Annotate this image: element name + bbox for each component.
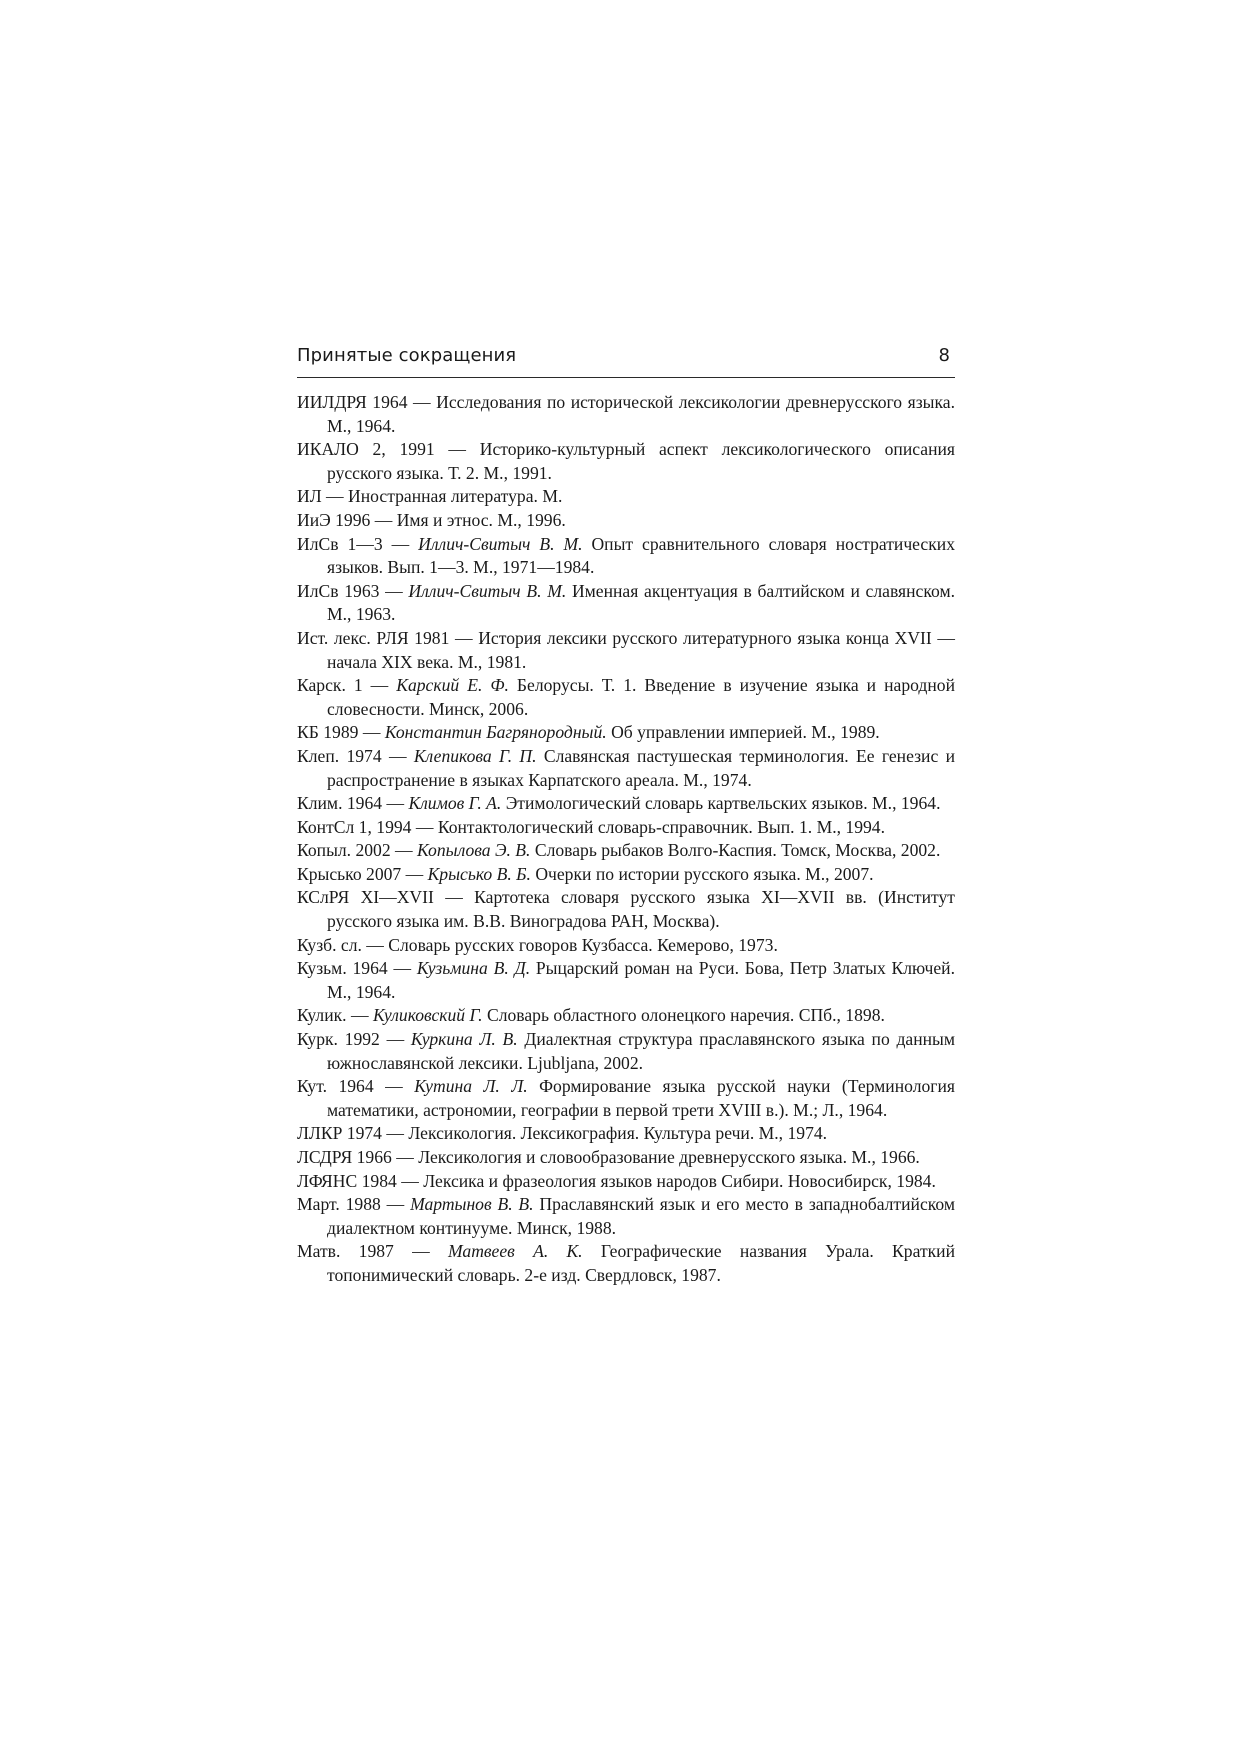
entry-abbr: ЛСДРЯ 1966 — [297, 1147, 419, 1167]
entry-matv-1987 [297, 1240, 955, 1287]
entry-author: Карский Е. Ф. [396, 675, 509, 696]
entry-abbr: Клеп. 1974 — [297, 745, 414, 766]
entry-text: Белорусы. Т. 1. Введение в изучение языка и народной словесности. Минск, 2006. [327, 675, 955, 719]
abbreviations-list [297, 391, 955, 1288]
entry-il [297, 485, 955, 509]
entry-text: Иностранная литература. М. [348, 486, 563, 507]
entry-kslrya [297, 886, 955, 933]
entry-klim-1964 [297, 792, 955, 816]
entry-text: Диалектная структура праславянского языка по данным южнославянской лексики. Ljubljana, 2002. [327, 1029, 955, 1073]
entry-text: Славянская пастушеская терминология. Ее генезис и распространение в языках Карпатского ареала. М., 1974. [327, 745, 955, 790]
entry-text: Словарь русских говоров Кузбасса. Кемерово, 1973. [388, 934, 778, 955]
entry-lfyans-1984 [297, 1170, 955, 1194]
entry-kut-1964 [297, 1075, 955, 1122]
entry-author: Константин Багрянородный. [384, 722, 607, 743]
entry-abbr: Ист. лекс. РЛЯ 1981 — [297, 627, 479, 648]
entry-author: Матвеев А. К. [448, 1241, 583, 1262]
entry-author: Куркина Л. В. [410, 1029, 518, 1050]
entry-ikalo-1991 [297, 438, 955, 485]
entry-abbr: Копыл. 2002 — [297, 840, 418, 861]
entry-text: Именная акцентуация в балтийском и славянском. М., 1963. [327, 580, 955, 625]
entry-abbr: Курк. 1992 — [297, 1029, 411, 1050]
entry-kuzb-sl [297, 934, 955, 958]
entry-text: История лексики русского литературного языка конца XVII — начала XIX века. М., 1981. [327, 627, 955, 672]
entry-abbr: Кут. 1964 — [297, 1076, 415, 1097]
entry-text: Лексикология. Лексикография. Культура речи. М., 1974. [408, 1123, 828, 1144]
entry-author: Климов Г. А. [408, 793, 502, 814]
entry-text: Имя и этнос. М., 1996. [396, 509, 566, 530]
entry-ist-leks-rlya-1981 [297, 627, 955, 674]
entry-iie-1996 [297, 509, 955, 533]
entry-ilsv-1963 [297, 580, 955, 627]
entry-author: Иллич-Свитыч В. М. [408, 580, 567, 601]
entry-abbr: Кузьм. 1964 — [297, 958, 417, 979]
entry-author: Клепикова Г. П. [413, 745, 537, 766]
entry-karsk-1 [297, 674, 955, 721]
entry-ilsv-1-3 [297, 533, 955, 580]
entry-author: Мартынов В. В. [410, 1194, 534, 1215]
entry-kurk-1992 [297, 1028, 955, 1075]
entry-text: Очерки по истории русского языка. М., 2007. [530, 863, 874, 884]
entry-kuzm-1964 [297, 957, 955, 1004]
entry-abbr: ЛФЯНС 1984 — [297, 1170, 424, 1191]
entry-author: Кутина Л. Л. [414, 1076, 528, 1097]
entry-text: Праславянский язык и его место в западнобалтийском диалектном континууме. Минск, 1988. [327, 1194, 956, 1238]
entry-kb-1989 [297, 721, 955, 745]
entry-author: Куликовский Г. [372, 1005, 483, 1026]
entry-abbr: Карск. 1 — [297, 675, 397, 696]
entry-author: Крысько В. Б. [427, 863, 531, 884]
entry-text: Рыцарский роман на Руси. Бова, Петр Златых Ключей. М., 1964. [327, 958, 955, 1002]
entry-text: Географические названия Урала. Краткий топонимический словарь. 2-е изд. Свердловск, 1987. [327, 1241, 956, 1285]
header-title: Принятые сокращения [297, 345, 517, 366]
entry-text: Контактологический словарь-справочник. Вып. 1. М., 1994. [437, 816, 885, 837]
entry-iildrya-1964 [297, 391, 955, 438]
running-header [297, 345, 955, 378]
entry-lsdrya-1966 [297, 1146, 955, 1170]
entry-abbr: ИлСв 1—3 — [297, 533, 419, 554]
entry-text: Лексикология и словообразование древнерусского языка. М., 1966. [418, 1147, 920, 1167]
entry-text: Об управлении империей. М., 1989. [606, 722, 880, 743]
entry-abbr: Кулик. — [297, 1005, 373, 1026]
entry-kontsl-1994 [297, 816, 955, 840]
entry-text: Формирование языка русской науки (Терминология математики, астрономии, географии в первой трети XVIII в.). М.; Л., 1964. [327, 1076, 955, 1120]
entry-text: Опыт сравнительного словаря ностратических языков. Вып. 1—3. М., 1971—1984. [327, 533, 955, 578]
entry-text: Картотека словаря русского языка XI—XVII вв. (Институт русского языка им. В.В. Виноградова РАН, Москва). [327, 887, 955, 932]
entry-klep-1974 [297, 745, 955, 792]
entry-abbr: КБ 1989 — [297, 722, 385, 743]
entry-krysko-2007 [297, 863, 955, 887]
entry-abbr: ЛЛКР 1974 — [297, 1123, 409, 1144]
entry-author: Копылова Э. В. [417, 840, 531, 861]
entry-abbr: Кузб. сл. — [297, 934, 389, 955]
entry-abbr: ИлСв 1963 — [297, 580, 409, 601]
entry-llkr-1974 [297, 1122, 955, 1146]
entry-author: Иллич-Свитыч В. М. [418, 533, 583, 554]
entry-kopyl-2002 [297, 839, 955, 863]
entry-text: Лексика и фразеология языков народов Сибири. Новосибирск, 1984. [423, 1170, 936, 1191]
entry-abbr: ИИЛДРЯ 1964 — [297, 392, 437, 412]
entry-abbr: Клим. 1964 — [297, 793, 409, 814]
entry-text: Словарь рыбаков Волго-Каспия. Томск, Москва, 2002. [530, 840, 941, 861]
entry-text: Словарь областного олонецкого наречия. СПб., 1898. [482, 1005, 885, 1026]
entry-text: Исследования по исторической лексикологии древнерусского языка. М., 1964. [327, 392, 955, 436]
entry-author: Кузьмина В. Д. [416, 958, 531, 979]
page-number: 8 [938, 345, 950, 366]
entry-mart-1988 [297, 1193, 955, 1240]
entry-abbr: КСлРЯ XI—XVII — [297, 887, 475, 908]
entry-abbr: ИКАЛО 2, 1991 — [297, 439, 480, 460]
entry-abbr: КонтСл 1, 1994 — [297, 816, 438, 837]
entry-abbr: Март. 1988 — [297, 1194, 411, 1215]
entry-abbr: ИЛ — [297, 486, 349, 507]
entry-text: Этимологический словарь картвельских языков. М., 1964. [501, 793, 941, 814]
entry-text: Историко-культурный аспект лексикологического описания русского языка. Т. 2. М., 1991. [327, 439, 955, 483]
entry-abbr: Матв. 1987 — [297, 1241, 448, 1262]
entry-abbr: Крысько 2007 — [297, 863, 428, 884]
entry-abbr: ИиЭ 1996 — [297, 509, 397, 530]
entry-kulik [297, 1004, 955, 1028]
